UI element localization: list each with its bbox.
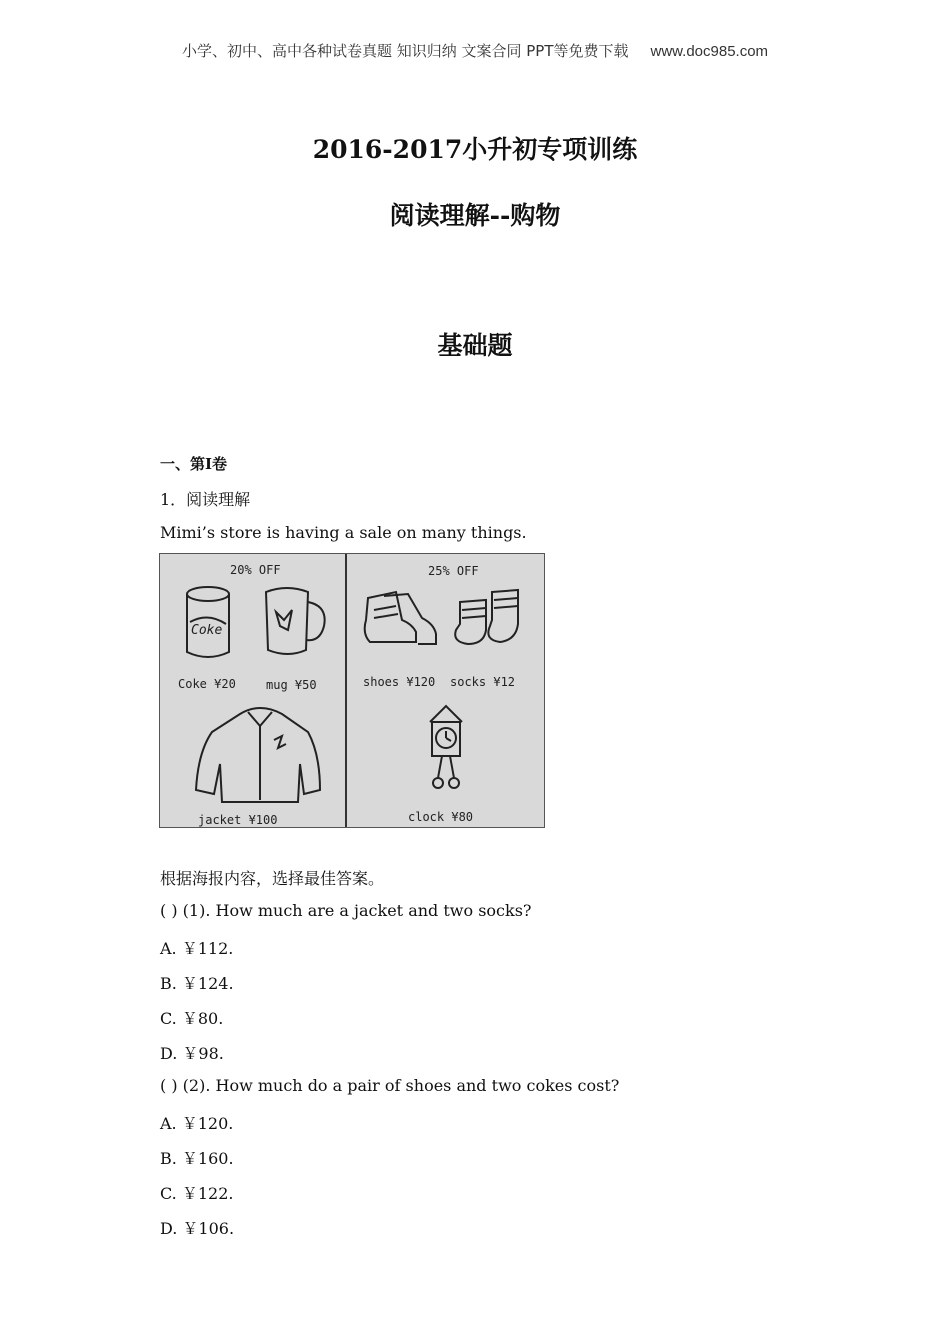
clock-price-label: clock ¥80 [408,810,474,824]
right-discount-label: 25% OFF [428,564,479,578]
main-title: 2016-2017小升初专项训练 [312,135,638,164]
instruction-text: 根据海报内容，选择最佳答案。 [160,869,385,888]
jacket-icon [196,708,320,802]
shoes-price-label: shoes ¥120 [363,675,436,689]
q1-option-a: A. ￥112. [160,939,234,958]
socks-icon [455,590,518,644]
part-heading: 一、第I卷 [160,455,228,473]
question-2-stem: ( ) (2). How much do a pair of shoes and two cokes cost? [160,1076,620,1095]
socks-price-label: socks ¥12 [450,675,516,689]
sale-poster-image [159,553,545,828]
mug-price-label: mug ¥50 [266,678,317,692]
section-title: 基础题 [437,331,513,360]
q2-option-a: A. ￥120. [160,1114,234,1133]
mug-icon [266,588,325,654]
left-discount-label: 20% OFF [230,563,281,577]
sub-title: 阅读理解--购物 [389,201,561,230]
shoes-icon [365,592,436,644]
q1-option-b: B. ￥124. [160,974,234,993]
passage-intro: Mimi’s store is having a sale on many things. [160,523,527,542]
question-number: 1．阅读理解 [160,490,251,509]
jacket-price-label: jacket ¥100 [198,813,278,827]
q2-option-d: D. ￥106. [160,1219,235,1238]
q2-option-b: B. ￥160. [160,1149,234,1168]
coke-price-label: Coke ¥20 [178,677,236,691]
page-header [0,40,950,61]
q1-option-d: D. ￥98. [160,1044,224,1063]
header-site[interactable]: www.doc985.com [650,43,769,60]
clock-icon [430,706,462,788]
q1-option-c: C. ￥80. [160,1009,224,1028]
header-text: 小学、初中、高中各种试卷真题 知识归纳 文案合同 PPT等免费下载 [181,42,629,60]
svg-text:Coke: Coke [191,623,223,638]
question-1-stem: ( ) (1). How much are a jacket and two socks? [160,901,532,920]
q2-option-c: C. ￥122. [160,1184,234,1203]
coke-can-icon [187,587,229,657]
